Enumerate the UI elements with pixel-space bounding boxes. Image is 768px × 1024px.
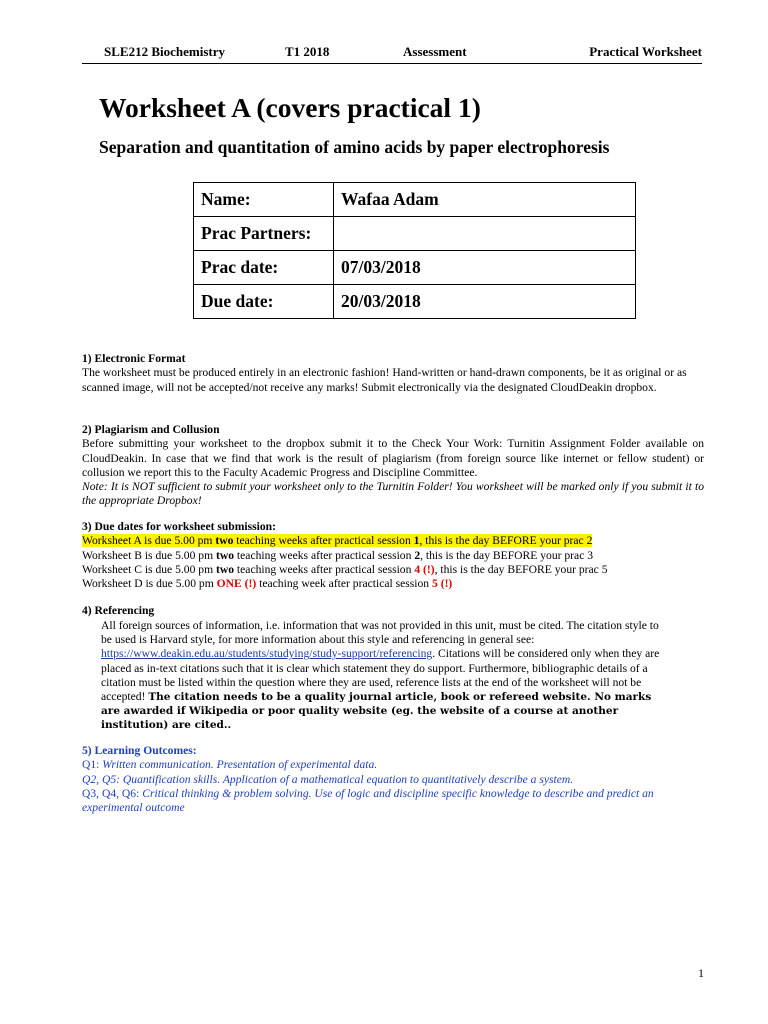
name-label: Name: [194,183,334,217]
due-line-c [82,563,704,577]
text: teaching week after practical session [256,577,433,591]
section-heading: 1) Electronic Format [82,352,186,365]
text: Quantification skills. Application of a mathematical equation to quantitatively describe a system. [122,772,574,786]
text: , this is the day BEFORE your prac 3 [420,548,594,562]
text: Worksheet B is due 5.00 pm [82,548,216,562]
text: Critical thinking & problem solving. Use of logic and discipline specific knowledge to describe and predict an experimental outcome [82,786,654,815]
text: two [216,548,235,562]
text: All foreign sources of information, i.e. information that was not provided in this unit, must be cited. The citation style to be used is Harvard style, for more information about this style and referencing in general see: [101,619,659,647]
table-row [194,285,636,319]
table-row [194,251,636,285]
section-heading: 2) Plagiarism and Collusion [82,423,220,436]
text: teaching weeks after practical session [233,534,414,548]
partners-label: Prac Partners: [194,217,334,251]
section-body: The worksheet must be produced entirely in an electronic fashion! Hand-written or hand-drawn components, be it as original or as scanned image, will not be accepted/not receive any marks! Submit electronically via the designated CloudDeakin dropbox. [82,366,687,394]
student-info-table [193,182,636,319]
text: two [215,534,234,548]
section-plagiarism [82,423,704,509]
text: The citation needs to be a quality journal article, book or refereed website. No marks are awarded if Wikipedia or poor quality website (eg. the website of a course at another institution) are cited.. [101,691,652,732]
partners-value [334,217,636,251]
due-line-d [82,577,704,591]
section-body: Before submitting your worksheet to the dropbox submit it to the Check Your Work: Turnitin Assignment Folder available on CloudDeakin. In case that we find that work is the result of plagiarism (from foreign source like internet or fellow student) or collusion we report this to the Faculty Academic Progress and Discipline Committee. [82,437,704,479]
outcome-item [82,758,704,772]
text: two [216,562,235,576]
page-title: Worksheet A (covers practical 1) [99,92,481,123]
section-electronic-format [82,352,704,395]
text: . Citations will be considered only when they are placed as in-text citations such that it is clear which statement they do support. Furthermore, bibliographic details of a citation must be listed within the question where they are used, reference lists at the end of the worksheet will not be accepted! [101,647,660,704]
section-note: Note: It is NOT sufficient to submit your worksheet only to the Turnitin Folder! You worksheet will be marked only if you submit it to the appropriate Dropbox! [82,480,704,508]
text: ONE (!) [216,577,257,591]
due-line-b [82,549,704,563]
prac-date-label: Prac date: [194,251,334,285]
section-due-dates [82,520,704,591]
header-term: T1 2018 [285,44,330,59]
text: Worksheet C is due 5.00 pm [82,562,216,576]
table-row [194,217,636,251]
referencing-link[interactable]: https://www.deakin.edu.au/students/studying/study-support/referencing [101,647,433,661]
text: , this is the day BEFORE your prac 5 [434,562,608,576]
header-rule [82,63,702,64]
section-referencing-body [101,619,669,733]
text: 2 [414,548,421,562]
header-doc: Practical Worksheet [589,44,702,59]
text: teaching weeks after practical session [234,548,415,562]
section-heading: 3) Due dates for worksheet submission: [82,520,276,533]
text: Q1: [82,758,103,772]
page-header [104,44,702,60]
section-heading: 4) Referencing [82,604,155,617]
due-date-label: Due date: [194,285,334,319]
prac-date-value: 07/03/2018 [334,251,636,285]
highlight [82,534,592,547]
text: Q2, Q5: [82,772,123,786]
section-learning-outcomes [82,744,704,815]
text: 4 (!) [414,562,435,576]
text: Worksheet D is due 5.00 pm [82,577,217,591]
section-referencing-heading [82,604,704,618]
name-value: Wafaa Adam [334,183,636,217]
due-date-value: 20/03/2018 [334,285,636,319]
text: 5 (!) [432,577,453,591]
header-type: Assessment [403,44,467,59]
page-subtitle: Separation and quantitation of amino acids by paper electrophoresis [99,137,610,157]
header-course: SLE212 Biochemistry [104,44,225,59]
text: Written communication. Presentation of experimental data. [102,758,378,772]
text: 1 [413,534,420,548]
text: Worksheet A is due 5.00 pm [82,534,216,548]
page-number: 1 [698,966,704,980]
table-row [194,183,636,217]
text: teaching weeks after practical session [234,562,415,576]
outcome-item [82,773,704,787]
text: , this is the day BEFORE your prac 2 [419,534,593,548]
outcome-item [82,787,704,816]
text: Q3, Q4, Q6: [82,786,143,800]
due-line-a [82,534,704,548]
section-heading: 5) Learning Outcomes: [82,744,197,757]
